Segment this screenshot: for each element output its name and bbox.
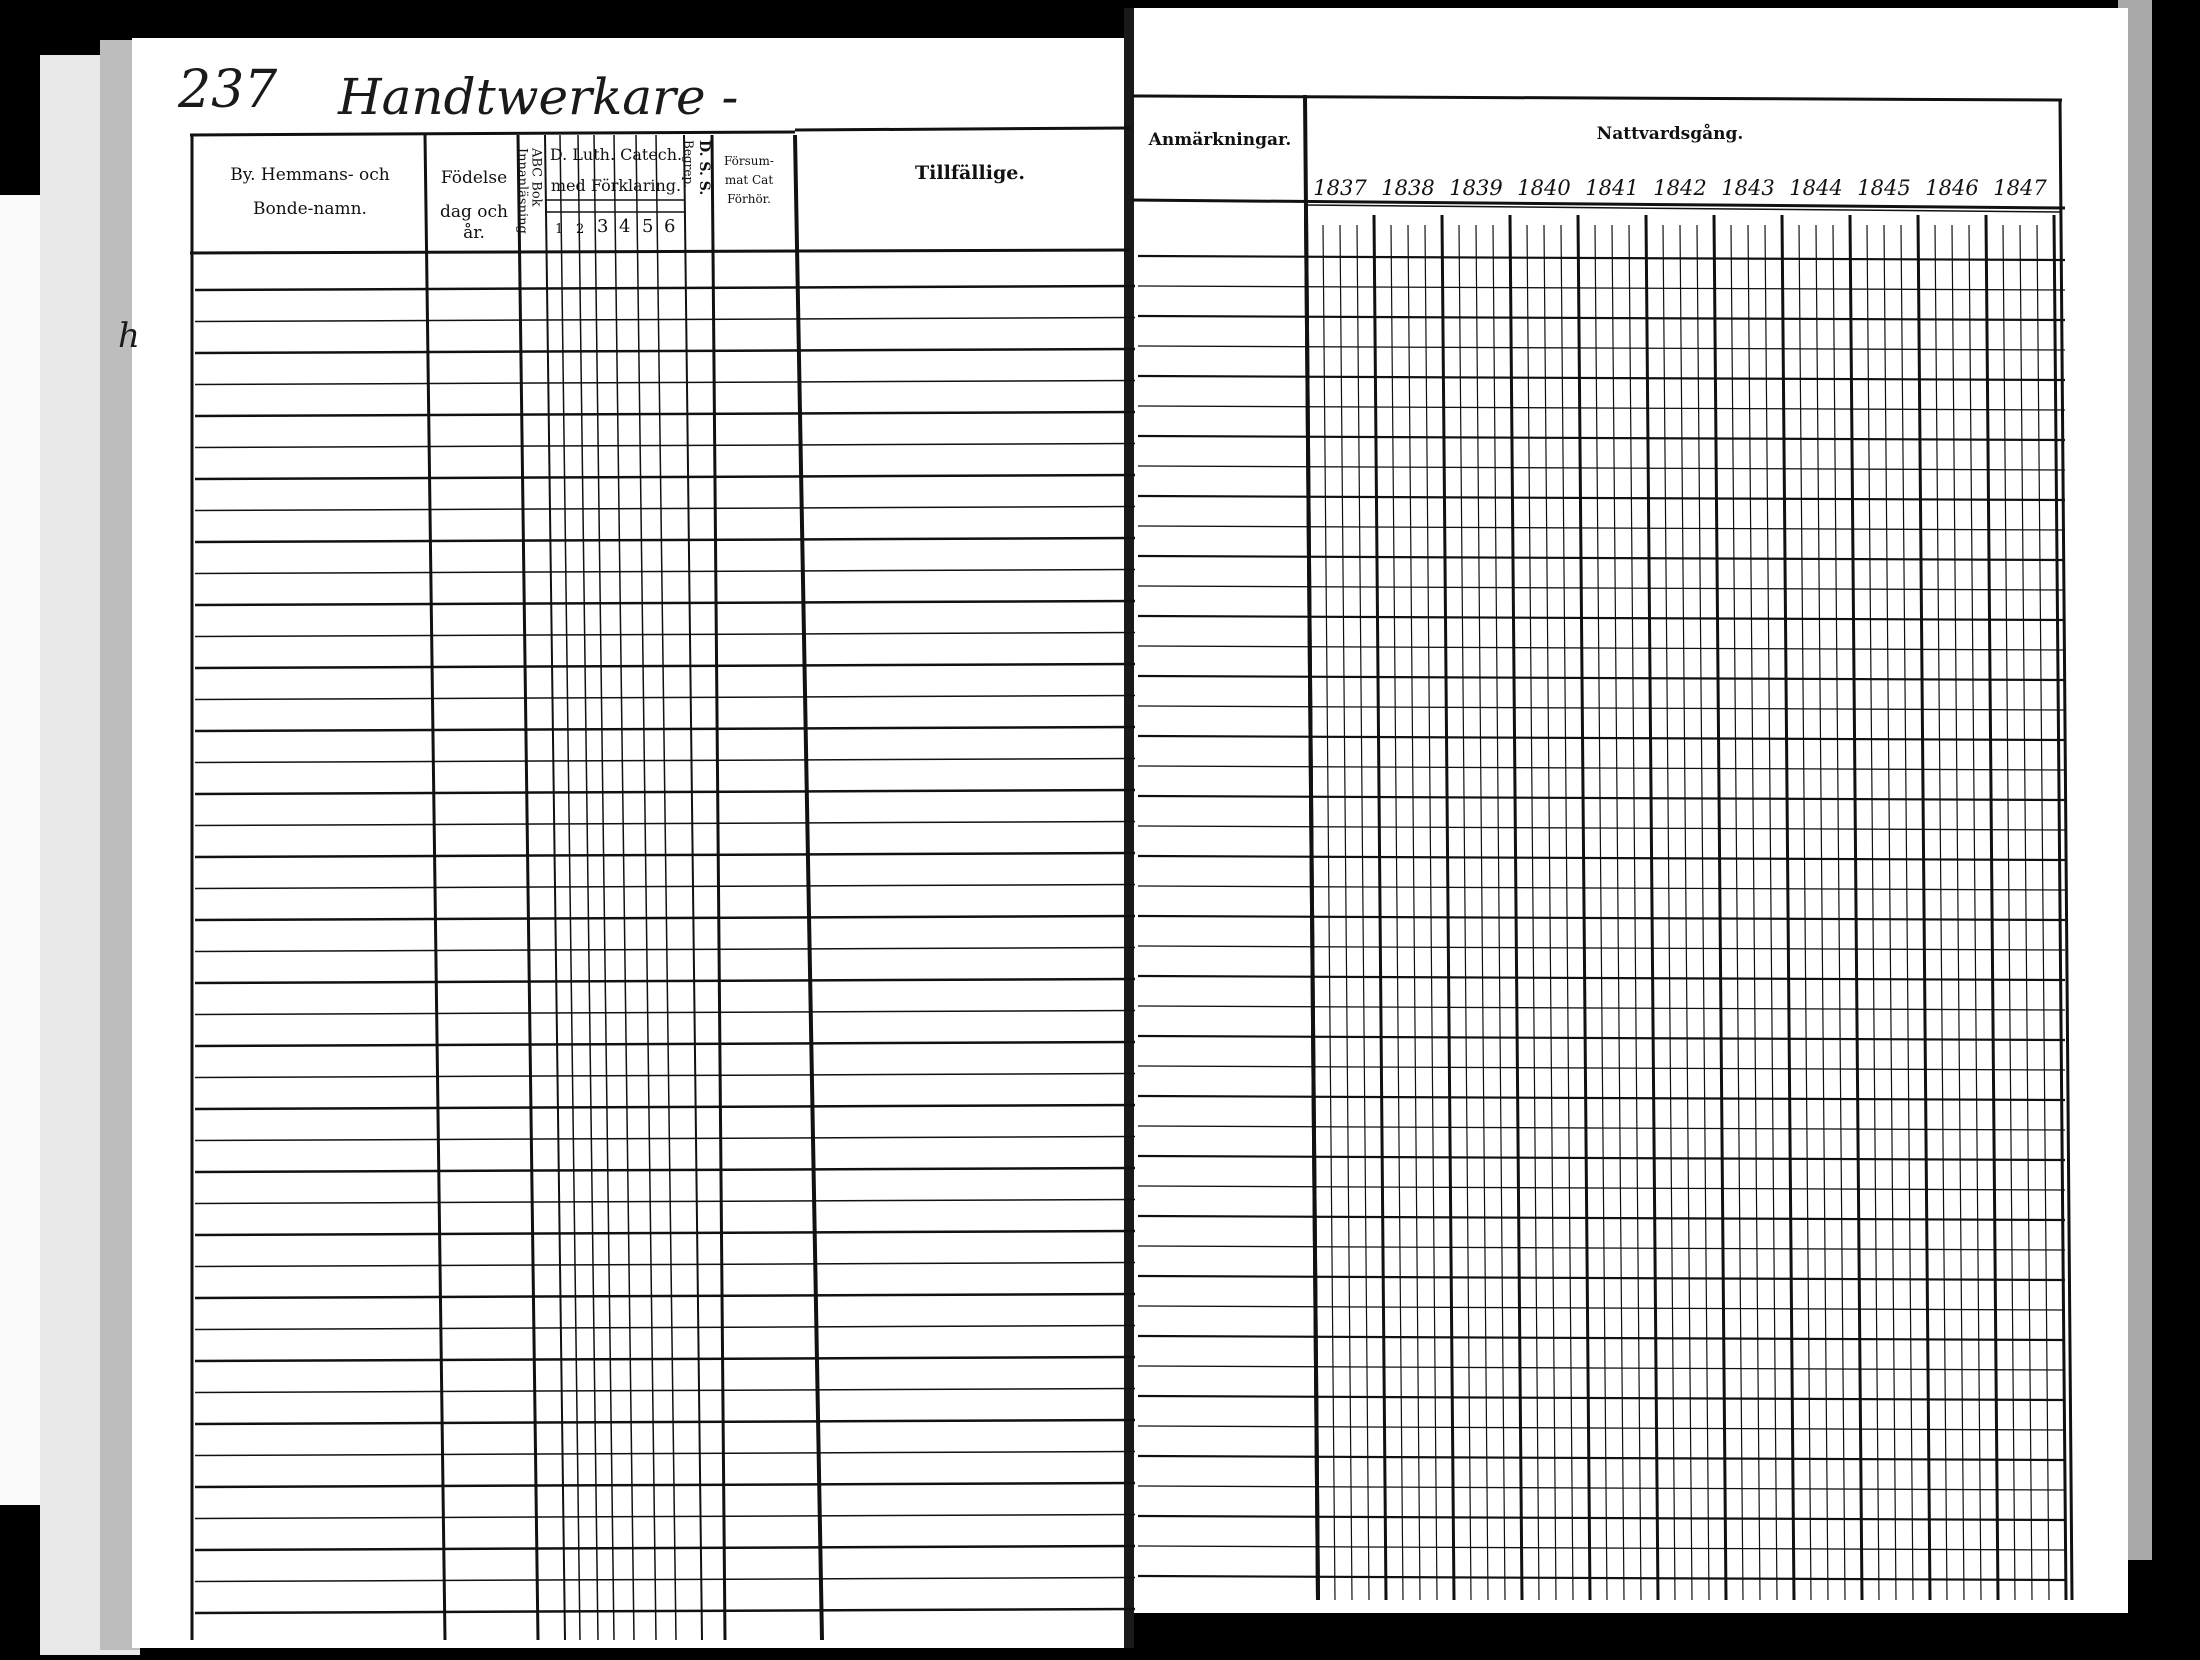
sub-column-rule bbox=[1612, 225, 1624, 1600]
header-catechism bbox=[546, 145, 686, 195]
year-1839: 1839 bbox=[1449, 176, 1503, 200]
row-rule bbox=[1138, 1576, 2065, 1580]
row-rule bbox=[1138, 586, 2065, 590]
sub-column-rule bbox=[1680, 225, 1692, 1600]
row-rule bbox=[195, 444, 1135, 448]
year-1843: 1843 bbox=[1721, 176, 1775, 200]
row-rule bbox=[195, 979, 1135, 983]
row-rule bbox=[1138, 856, 2065, 860]
column-rule bbox=[636, 135, 656, 1640]
sub-column-rule bbox=[2037, 225, 2049, 1600]
row-rule bbox=[1138, 1546, 2065, 1550]
column-rule bbox=[656, 135, 676, 1640]
year-column-rule bbox=[1442, 215, 1454, 1600]
row-rule bbox=[195, 1515, 1135, 1519]
row-rule bbox=[195, 1357, 1135, 1361]
row-rule bbox=[195, 507, 1135, 511]
header-catechism-line1: D. Luth. Catech. bbox=[549, 145, 683, 164]
row-rule bbox=[1138, 1426, 2065, 1430]
row-rule bbox=[195, 727, 1135, 731]
sub-column-rule bbox=[1901, 225, 1913, 1600]
year-1838: 1838 bbox=[1381, 176, 1435, 200]
row-rule bbox=[1138, 256, 2065, 260]
header-abc-line2: Innanläsning. bbox=[514, 148, 530, 238]
table-top-rule bbox=[795, 128, 1130, 130]
row-rule bbox=[1138, 1366, 2065, 1370]
row-rule bbox=[195, 349, 1135, 353]
year-column-rule bbox=[1510, 215, 1522, 1600]
header-missed-line2: mat Cat bbox=[724, 173, 774, 188]
row-rule bbox=[195, 1452, 1135, 1456]
row-rule bbox=[1138, 1486, 2065, 1490]
row-rule bbox=[1138, 706, 2065, 710]
sub-column-rule bbox=[1969, 225, 1981, 1600]
header-remarks: Anmärkningar. bbox=[1148, 130, 1292, 150]
row-rule bbox=[1138, 286, 2065, 290]
year-column-rule bbox=[1646, 215, 1658, 1600]
header-abc bbox=[514, 148, 543, 258]
row-rule bbox=[1138, 616, 2065, 620]
year-1846: 1846 bbox=[1925, 176, 1979, 200]
row-rule bbox=[1138, 526, 2065, 530]
column-rule bbox=[795, 135, 822, 1640]
column-rule bbox=[712, 135, 725, 1640]
column-rule bbox=[614, 135, 634, 1640]
catechism-col-6: 6 bbox=[664, 216, 676, 237]
row-rule bbox=[195, 1420, 1135, 1424]
year-column-rule bbox=[1578, 215, 1590, 1600]
sub-column-rule bbox=[1629, 225, 1641, 1600]
year-column-rule bbox=[1374, 215, 1386, 1600]
header-birth-line2: dag och år. bbox=[439, 202, 508, 243]
header-bottom-rule bbox=[190, 250, 1130, 253]
year-1842: 1842 bbox=[1653, 176, 1707, 200]
catechism-col-3: 3 bbox=[597, 216, 609, 237]
page-number: 237 bbox=[178, 60, 278, 120]
row-rule bbox=[195, 1294, 1135, 1298]
year-column-rule bbox=[1918, 215, 1930, 1600]
margin-note: h bbox=[118, 316, 140, 356]
year-1841: 1841 bbox=[1585, 176, 1639, 200]
sub-column-rule bbox=[1697, 225, 1709, 1600]
sub-column-rule bbox=[2020, 225, 2032, 1600]
row-rule bbox=[195, 1546, 1135, 1550]
header-name-line1: By. Hemmans- och bbox=[230, 165, 390, 185]
sub-column-rule bbox=[1833, 225, 1845, 1600]
header-temporary: Tillfällige. bbox=[915, 162, 1025, 184]
year-1844: 1844 bbox=[1789, 176, 1843, 200]
row-rule bbox=[195, 1105, 1135, 1109]
row-rule bbox=[1138, 1336, 2065, 1340]
year-1840: 1840 bbox=[1517, 176, 1571, 200]
row-rule bbox=[1138, 1456, 2065, 1460]
catechism-col-2: 2 bbox=[576, 222, 585, 237]
sub-column-rule bbox=[1935, 225, 1947, 1600]
row-rule bbox=[1138, 436, 2065, 440]
row-rule bbox=[195, 1200, 1135, 1204]
header-catechism-line2: med Förklaring. bbox=[550, 176, 682, 196]
sub-column-rule bbox=[1527, 225, 1539, 1600]
year-column-rule bbox=[1782, 215, 1794, 1600]
row-rule bbox=[1138, 466, 2065, 470]
sub-column-rule bbox=[1748, 225, 1760, 1600]
row-rule bbox=[1138, 406, 2065, 410]
sub-column-rule bbox=[1340, 225, 1352, 1600]
table-top-rule bbox=[1132, 96, 2062, 100]
catechism-col-4: 4 bbox=[619, 216, 631, 237]
sub-column-rule bbox=[1816, 225, 1828, 1600]
page-edge-rule bbox=[2060, 100, 2072, 1600]
year-column-rule bbox=[1986, 215, 1998, 1600]
sub-column-rule bbox=[1663, 225, 1675, 1600]
row-rule bbox=[1138, 736, 2065, 740]
row-rule bbox=[1138, 766, 2065, 770]
sub-column-rule bbox=[1476, 225, 1488, 1600]
sub-column-rule bbox=[1391, 225, 1403, 1600]
sub-column-rule bbox=[1493, 225, 1505, 1600]
sub-column-rule bbox=[1867, 225, 1879, 1600]
row-rule bbox=[195, 696, 1135, 700]
row-rule bbox=[195, 1578, 1135, 1582]
row-rule bbox=[195, 1231, 1135, 1235]
row-rule bbox=[195, 412, 1135, 416]
header-missed bbox=[712, 152, 786, 210]
row-rule bbox=[1138, 316, 2065, 320]
row-rule bbox=[1138, 1516, 2065, 1520]
row-rule bbox=[1138, 556, 2065, 560]
row-rule bbox=[195, 1483, 1135, 1487]
header-missed-line1: Försum- bbox=[724, 154, 774, 168]
sub-column-rule bbox=[1765, 225, 1777, 1600]
sub-column-rule bbox=[1544, 225, 1556, 1600]
row-rule bbox=[1138, 646, 2065, 650]
year-column-rule bbox=[1850, 215, 1862, 1600]
row-rule bbox=[195, 885, 1135, 889]
row-rule bbox=[1138, 1306, 2065, 1310]
sub-column-rule bbox=[1408, 225, 1420, 1600]
row-rule bbox=[195, 475, 1135, 479]
year-column-rule bbox=[1714, 215, 1726, 1600]
sub-column-rule bbox=[1459, 225, 1471, 1600]
row-rule bbox=[195, 318, 1135, 322]
year-1845: 1845 bbox=[1857, 176, 1911, 200]
header-communion: Nattvardsgång. bbox=[1596, 124, 1744, 144]
header-abc-line1: ABC Bok bbox=[528, 148, 544, 207]
row-rule bbox=[1138, 796, 2065, 800]
row-rule bbox=[195, 286, 1135, 290]
row-rule bbox=[1138, 1396, 2065, 1400]
sub-column-rule bbox=[1425, 225, 1437, 1600]
occupation-heading: Handtwerkare - bbox=[338, 68, 739, 126]
row-rule bbox=[195, 570, 1135, 574]
year-column-rule bbox=[1306, 215, 1318, 1600]
header-birth bbox=[428, 168, 520, 243]
header-name bbox=[200, 165, 420, 220]
year-1847: 1847 bbox=[1993, 176, 2047, 200]
sub-column-rule bbox=[2003, 225, 2015, 1600]
row-rule bbox=[195, 1609, 1135, 1613]
sub-column-rule bbox=[1952, 225, 1964, 1600]
catechism-col-1: 1 bbox=[555, 222, 564, 237]
table-top-rule bbox=[190, 132, 795, 135]
header-missed-line3: Förhör. bbox=[727, 192, 771, 207]
sub-column-rule bbox=[1323, 225, 1335, 1600]
catechism-col-5: 5 bbox=[642, 216, 654, 237]
row-rule bbox=[195, 1389, 1135, 1393]
row-rule bbox=[195, 664, 1135, 668]
row-rule bbox=[1138, 346, 2065, 350]
sub-column-rule bbox=[1357, 225, 1369, 1600]
row-rule bbox=[195, 1263, 1135, 1267]
row-rule bbox=[195, 538, 1135, 542]
header-ds bbox=[680, 140, 711, 220]
row-rule bbox=[1138, 676, 2065, 680]
row-rule bbox=[1138, 826, 2065, 830]
sub-column-rule bbox=[1731, 225, 1743, 1600]
row-rule bbox=[195, 1042, 1135, 1046]
row-rule bbox=[1138, 376, 2065, 380]
sub-column-rule bbox=[1595, 225, 1607, 1600]
row-rule bbox=[195, 601, 1135, 605]
row-rule bbox=[195, 1168, 1135, 1172]
header-bottom-rule bbox=[1132, 200, 2065, 208]
row-rule bbox=[195, 381, 1135, 385]
year-1837: 1837 bbox=[1313, 176, 1367, 200]
sub-column-rule bbox=[1884, 225, 1896, 1600]
row-rule bbox=[195, 1326, 1135, 1330]
header-name-line2: Bonde-namn. bbox=[253, 199, 367, 220]
row-rule bbox=[195, 916, 1135, 920]
row-rule bbox=[195, 1074, 1135, 1078]
header-ds-line2: Begrep. bbox=[681, 140, 696, 188]
column-rule bbox=[684, 135, 702, 1640]
header-birth-line1: Födelse bbox=[440, 168, 508, 188]
row-rule bbox=[195, 948, 1135, 952]
row-rule bbox=[195, 1137, 1135, 1141]
sub-column-rule bbox=[1561, 225, 1573, 1600]
header-ds-line1: D. S. S. bbox=[695, 140, 712, 196]
row-rule bbox=[195, 633, 1135, 637]
row-rule bbox=[1138, 496, 2065, 500]
row-rule bbox=[195, 1011, 1135, 1015]
year-column-rule bbox=[2054, 215, 2066, 1600]
sub-column-rule bbox=[1799, 225, 1811, 1600]
row-rule bbox=[1138, 886, 2065, 890]
